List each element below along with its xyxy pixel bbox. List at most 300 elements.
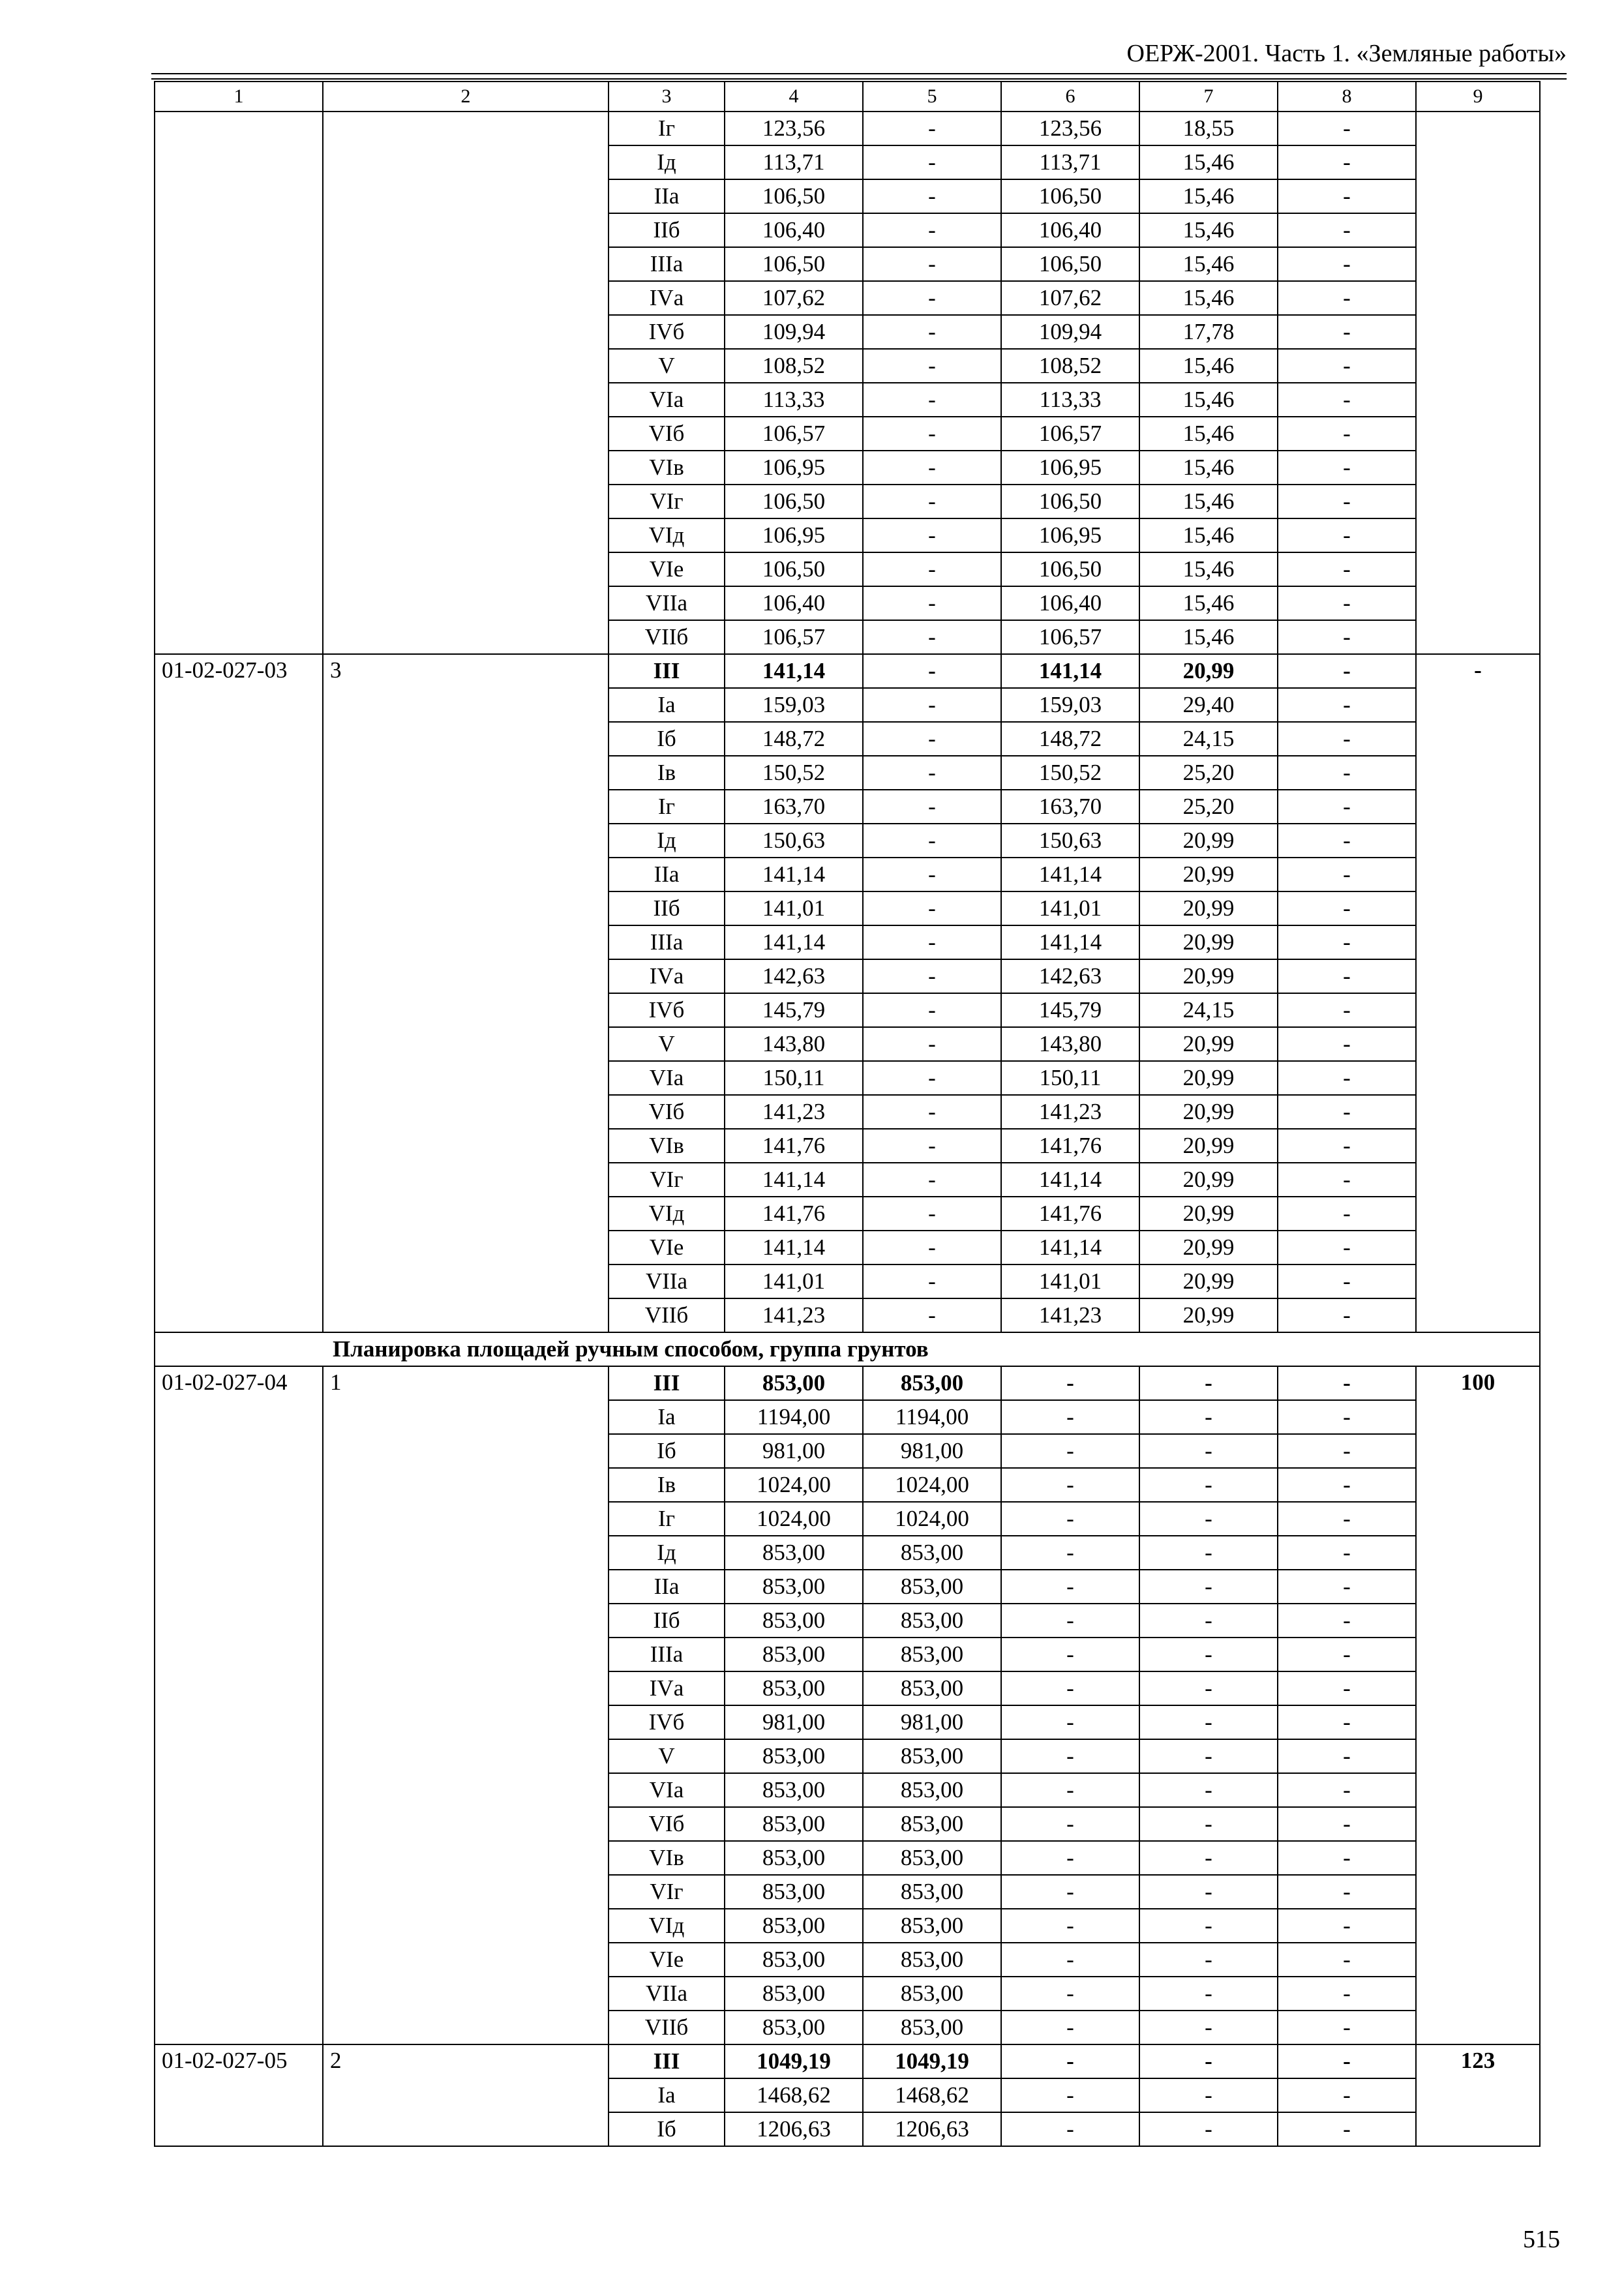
value-cell: 106,95 — [725, 518, 863, 552]
value-cell: 853,00 — [725, 1943, 863, 1977]
value-cell: VIа — [609, 383, 725, 417]
value-cell: - — [1278, 1366, 1416, 1400]
value-cell: 20,99 — [1139, 824, 1278, 858]
value-cell: - — [863, 1231, 1001, 1264]
value-cell: - — [863, 756, 1001, 790]
column9-cell: 100 — [1416, 1366, 1540, 2044]
value-cell: 853,00 — [725, 1671, 863, 1705]
value-cell: - — [863, 1264, 1001, 1298]
value-cell: 853,00 — [725, 1875, 863, 1909]
value-cell: 15,46 — [1139, 213, 1278, 247]
value-cell: 106,50 — [725, 247, 863, 281]
value-cell: 143,80 — [1001, 1027, 1139, 1061]
value-cell: 106,50 — [1001, 247, 1139, 281]
value-cell: Iа — [609, 2078, 725, 2112]
value-cell: 15,46 — [1139, 247, 1278, 281]
value-cell: IVб — [609, 1705, 725, 1739]
value-cell: - — [863, 1298, 1001, 1332]
value-cell: - — [1278, 1298, 1416, 1332]
value-cell: - — [1278, 1841, 1416, 1875]
value-cell: - — [1278, 179, 1416, 213]
value-cell: - — [1278, 1671, 1416, 1705]
value-cell: - — [863, 179, 1001, 213]
value-cell: - — [1139, 1739, 1278, 1773]
value-cell: 106,40 — [1001, 586, 1139, 620]
value-cell: - — [863, 518, 1001, 552]
value-cell: 853,00 — [725, 2011, 863, 2044]
value-cell: 1206,63 — [725, 2112, 863, 2146]
value-cell: 15,46 — [1139, 518, 1278, 552]
value-cell: 853,00 — [725, 1807, 863, 1841]
value-cell: 15,46 — [1139, 586, 1278, 620]
value-cell: VIд — [609, 1197, 725, 1231]
value-cell: 853,00 — [863, 1841, 1001, 1875]
value-cell: 113,33 — [725, 383, 863, 417]
value-cell: - — [1001, 1604, 1139, 1638]
value-cell: - — [1278, 2044, 1416, 2078]
value-cell: 20,99 — [1139, 1129, 1278, 1163]
value-cell: Iб — [609, 722, 725, 756]
value-cell: 853,00 — [725, 1604, 863, 1638]
value-cell: 106,50 — [1001, 552, 1139, 586]
value-cell: - — [863, 959, 1001, 993]
value-cell: 1194,00 — [725, 1400, 863, 1434]
value-cell: 106,50 — [725, 485, 863, 518]
value-cell: 29,40 — [1139, 688, 1278, 722]
value-cell: - — [1278, 1875, 1416, 1909]
value-cell: - — [1278, 2112, 1416, 2146]
value-cell: - — [1001, 1841, 1139, 1875]
value-cell: 141,23 — [725, 1095, 863, 1129]
value-cell: 141,14 — [725, 925, 863, 959]
value-cell: IIIа — [609, 247, 725, 281]
value-cell: 148,72 — [1001, 722, 1139, 756]
value-cell: 141,14 — [1001, 925, 1139, 959]
value-cell: - — [1001, 1773, 1139, 1807]
value-cell: - — [863, 858, 1001, 891]
value-cell: 18,55 — [1139, 112, 1278, 145]
value-cell: IIIа — [609, 1638, 725, 1671]
value-cell: - — [1278, 722, 1416, 756]
value-cell: Iг — [609, 112, 725, 145]
value-cell: - — [1278, 1129, 1416, 1163]
value-cell: 113,71 — [725, 145, 863, 179]
table-row — [155, 112, 1540, 145]
value-cell: - — [863, 1163, 1001, 1197]
value-cell: - — [1278, 1502, 1416, 1536]
value-cell: 981,00 — [863, 1705, 1001, 1739]
value-cell: 853,00 — [863, 1943, 1001, 1977]
value-cell: 106,50 — [725, 552, 863, 586]
value-cell: 150,11 — [1001, 1061, 1139, 1095]
value-cell: 150,63 — [725, 824, 863, 858]
value-cell: - — [863, 688, 1001, 722]
value-cell: III — [609, 654, 725, 688]
value-cell: VIб — [609, 1807, 725, 1841]
value-cell: 1468,62 — [863, 2078, 1001, 2112]
value-cell: - — [1278, 1061, 1416, 1095]
value-cell: 15,46 — [1139, 383, 1278, 417]
value-cell: - — [1001, 1875, 1139, 1909]
value-cell: 150,11 — [725, 1061, 863, 1095]
value-cell: - — [863, 824, 1001, 858]
value-cell: Iб — [609, 2112, 725, 2146]
value-cell: - — [1278, 1536, 1416, 1570]
value-cell: Iв — [609, 756, 725, 790]
value-cell: IVа — [609, 281, 725, 315]
value-cell: 106,40 — [725, 586, 863, 620]
value-cell: VIг — [609, 1875, 725, 1909]
value-cell: 106,57 — [725, 417, 863, 451]
value-cell: 1024,00 — [725, 1502, 863, 1536]
value-cell: - — [1278, 1434, 1416, 1468]
header-rule — [151, 78, 1567, 80]
value-cell: V — [609, 1739, 725, 1773]
value-cell: 106,95 — [1001, 518, 1139, 552]
rates-table — [154, 81, 1541, 2147]
value-cell: 853,00 — [863, 1739, 1001, 1773]
value-cell: - — [863, 722, 1001, 756]
value-cell: - — [1001, 1502, 1139, 1536]
value-cell: - — [1278, 688, 1416, 722]
value-cell: - — [863, 620, 1001, 654]
value-cell: 853,00 — [725, 1977, 863, 2011]
value-cell: VIе — [609, 552, 725, 586]
value-cell: 150,63 — [1001, 824, 1139, 858]
value-cell: 141,76 — [1001, 1197, 1139, 1231]
value-cell: - — [1001, 2011, 1139, 2044]
column9-cell: - — [1416, 654, 1540, 1332]
value-cell: - — [1001, 1909, 1139, 1943]
value-cell: 853,00 — [725, 1366, 863, 1400]
column-number-cell: 5 — [863, 82, 1001, 112]
value-cell: 141,23 — [1001, 1298, 1139, 1332]
value-cell: 853,00 — [725, 1841, 863, 1875]
value-cell: 1468,62 — [725, 2078, 863, 2112]
value-cell: - — [863, 145, 1001, 179]
value-cell: - — [1139, 1468, 1278, 1502]
value-cell: III — [609, 1366, 725, 1400]
value-cell: - — [1278, 1197, 1416, 1231]
section-heading — [155, 1332, 1540, 1366]
item-number-cell — [323, 112, 609, 654]
page-header-title: ОЕРЖ-2001. Часть 1. «Земляные работы» — [1126, 40, 1567, 67]
value-cell: 24,15 — [1139, 993, 1278, 1027]
value-cell: 141,14 — [1001, 858, 1139, 891]
value-cell: - — [1278, 1705, 1416, 1739]
value-cell: 853,00 — [863, 1773, 1001, 1807]
value-cell: 106,95 — [1001, 451, 1139, 485]
item-code-cell: 01-02-027-03 — [155, 654, 323, 1332]
value-cell: - — [1139, 1977, 1278, 2011]
value-cell: - — [863, 383, 1001, 417]
value-cell: VIв — [609, 1129, 725, 1163]
value-cell: - — [1001, 1536, 1139, 1570]
value-cell: - — [863, 417, 1001, 451]
column9-cell: 123 — [1416, 2044, 1540, 2146]
page-number: 515 — [1523, 2226, 1560, 2253]
value-cell: - — [1278, 756, 1416, 790]
value-cell: 150,52 — [725, 756, 863, 790]
value-cell: - — [1278, 1807, 1416, 1841]
value-cell: VIа — [609, 1773, 725, 1807]
value-cell: - — [1139, 1434, 1278, 1468]
value-cell: - — [1139, 1773, 1278, 1807]
value-cell: - — [1278, 1095, 1416, 1129]
column-number-cell: 3 — [609, 82, 725, 112]
value-cell: 15,46 — [1139, 349, 1278, 383]
value-cell: 143,80 — [725, 1027, 863, 1061]
value-cell: VIг — [609, 485, 725, 518]
value-cell: - — [1278, 247, 1416, 281]
value-cell: VIе — [609, 1943, 725, 1977]
value-cell: IVб — [609, 993, 725, 1027]
value-cell: 15,46 — [1139, 179, 1278, 213]
value-cell: 141,01 — [725, 891, 863, 925]
column-number-cell: 6 — [1001, 82, 1139, 112]
value-cell: - — [1139, 1400, 1278, 1434]
value-cell: 981,00 — [725, 1705, 863, 1739]
value-cell: - — [1139, 1943, 1278, 1977]
value-cell: - — [1139, 1705, 1278, 1739]
value-cell: 159,03 — [725, 688, 863, 722]
value-cell: 109,94 — [1001, 315, 1139, 349]
value-cell: - — [863, 993, 1001, 1027]
value-cell: 853,00 — [863, 1977, 1001, 2011]
value-cell: 20,99 — [1139, 959, 1278, 993]
value-cell: - — [1278, 213, 1416, 247]
value-cell: 106,40 — [725, 213, 863, 247]
value-cell: - — [1278, 281, 1416, 315]
value-cell: - — [1278, 1604, 1416, 1638]
value-cell: - — [1001, 1705, 1139, 1739]
value-cell: 853,00 — [863, 1638, 1001, 1671]
value-cell: - — [1278, 959, 1416, 993]
value-cell: 853,00 — [725, 1570, 863, 1604]
value-cell: 20,99 — [1139, 1231, 1278, 1264]
value-cell: VIг — [609, 1163, 725, 1197]
value-cell: VIIа — [609, 586, 725, 620]
value-cell: - — [1001, 1468, 1139, 1502]
section-row — [155, 1332, 1540, 1366]
table-row — [155, 654, 1540, 688]
value-cell: VIд — [609, 1909, 725, 1943]
value-cell: VIIб — [609, 2011, 725, 2044]
value-cell: - — [1278, 315, 1416, 349]
value-cell: III — [609, 2044, 725, 2078]
value-cell: 148,72 — [725, 722, 863, 756]
value-cell: 106,57 — [1001, 620, 1139, 654]
value-cell: - — [1139, 1807, 1278, 1841]
value-cell: 141,01 — [725, 1264, 863, 1298]
value-cell: 109,94 — [725, 315, 863, 349]
value-cell: 108,52 — [1001, 349, 1139, 383]
value-cell: - — [1278, 145, 1416, 179]
value-cell: 145,79 — [725, 993, 863, 1027]
value-cell: 1206,63 — [863, 2112, 1001, 2146]
value-cell: IVа — [609, 959, 725, 993]
item-number-cell: 2 — [323, 2044, 609, 2146]
value-cell: 853,00 — [863, 1807, 1001, 1841]
value-cell: 20,99 — [1139, 858, 1278, 891]
value-cell: 853,00 — [863, 1604, 1001, 1638]
value-cell: - — [1001, 1366, 1139, 1400]
value-cell: - — [1001, 2112, 1139, 2146]
value-cell: VIб — [609, 417, 725, 451]
value-cell: 853,00 — [863, 1366, 1001, 1400]
value-cell: - — [1278, 2078, 1416, 2112]
value-cell: - — [1001, 1638, 1139, 1671]
value-cell: 853,00 — [863, 1875, 1001, 1909]
value-cell: 142,63 — [1001, 959, 1139, 993]
value-cell: 15,46 — [1139, 145, 1278, 179]
value-cell: 853,00 — [863, 2011, 1001, 2044]
value-cell: - — [1001, 1671, 1139, 1705]
value-cell: 145,79 — [1001, 993, 1139, 1027]
value-cell: 163,70 — [725, 790, 863, 824]
value-cell: - — [1278, 1773, 1416, 1807]
column-number-cell: 4 — [725, 82, 863, 112]
value-cell: - — [1139, 1875, 1278, 1909]
value-cell: 25,20 — [1139, 790, 1278, 824]
value-cell: 150,52 — [1001, 756, 1139, 790]
value-cell: 853,00 — [725, 1536, 863, 1570]
value-cell: 141,14 — [1001, 1231, 1139, 1264]
value-cell: - — [1278, 1264, 1416, 1298]
value-cell: 15,46 — [1139, 552, 1278, 586]
value-cell: 106,50 — [1001, 179, 1139, 213]
value-cell: 141,14 — [1001, 1163, 1139, 1197]
value-cell: 107,62 — [1001, 281, 1139, 315]
value-cell: - — [1139, 1502, 1278, 1536]
value-cell: - — [1139, 1536, 1278, 1570]
value-cell: - — [863, 281, 1001, 315]
value-cell: 141,01 — [1001, 1264, 1139, 1298]
value-cell: - — [1001, 1739, 1139, 1773]
value-cell: - — [1278, 586, 1416, 620]
value-cell: 123,56 — [1001, 112, 1139, 145]
value-cell: - — [1139, 2011, 1278, 2044]
value-cell: 142,63 — [725, 959, 863, 993]
column-number-cell: 2 — [323, 82, 609, 112]
value-cell: 141,14 — [725, 654, 863, 688]
value-cell: VIIа — [609, 1977, 725, 2011]
value-cell: 17,78 — [1139, 315, 1278, 349]
value-cell: - — [1278, 2011, 1416, 2044]
value-cell: - — [1001, 1400, 1139, 1434]
value-cell: - — [1001, 1434, 1139, 1468]
value-cell: Iб — [609, 1434, 725, 1468]
table-body — [155, 82, 1540, 2146]
value-cell: 106,95 — [725, 451, 863, 485]
value-cell: - — [863, 790, 1001, 824]
value-cell: 1049,19 — [863, 2044, 1001, 2078]
value-cell: - — [1139, 2112, 1278, 2146]
value-cell: - — [1139, 1638, 1278, 1671]
value-cell: VIв — [609, 451, 725, 485]
value-cell: Iд — [609, 824, 725, 858]
value-cell: 20,99 — [1139, 1197, 1278, 1231]
value-cell: 141,14 — [725, 858, 863, 891]
value-cell: - — [863, 925, 1001, 959]
value-cell: - — [1278, 858, 1416, 891]
value-cell: - — [1139, 1366, 1278, 1400]
value-cell: - — [1139, 2044, 1278, 2078]
value-cell: - — [863, 586, 1001, 620]
value-cell: 20,99 — [1139, 1095, 1278, 1129]
value-cell: 106,50 — [725, 179, 863, 213]
value-cell: 141,23 — [725, 1298, 863, 1332]
value-cell: IIа — [609, 179, 725, 213]
value-cell: - — [1278, 891, 1416, 925]
value-cell: 15,46 — [1139, 485, 1278, 518]
value-cell: 15,46 — [1139, 451, 1278, 485]
value-cell: 141,76 — [725, 1129, 863, 1163]
value-cell: 113,33 — [1001, 383, 1139, 417]
section-heading-text: Планировка площадей ручным способом, группа грунтов — [333, 1336, 929, 1362]
value-cell: - — [1278, 451, 1416, 485]
value-cell: VIб — [609, 1095, 725, 1129]
value-cell: 163,70 — [1001, 790, 1139, 824]
value-cell: - — [1278, 552, 1416, 586]
value-cell: 1049,19 — [725, 2044, 863, 2078]
value-cell: 853,00 — [863, 1909, 1001, 1943]
value-cell: - — [1278, 518, 1416, 552]
value-cell: IIа — [609, 1570, 725, 1604]
value-cell: IIIа — [609, 925, 725, 959]
value-cell: - — [1001, 1943, 1139, 1977]
value-cell: VIе — [609, 1231, 725, 1264]
value-cell: - — [1278, 824, 1416, 858]
value-cell: - — [863, 1027, 1001, 1061]
value-cell: 20,99 — [1139, 1298, 1278, 1332]
value-cell: - — [1139, 1841, 1278, 1875]
item-code-cell: 01-02-027-05 — [155, 2044, 323, 2146]
value-cell: 15,46 — [1139, 281, 1278, 315]
column9-cell — [1416, 112, 1540, 654]
value-cell: - — [1139, 1604, 1278, 1638]
value-cell: 106,40 — [1001, 213, 1139, 247]
value-cell: - — [1278, 1638, 1416, 1671]
value-cell: 15,46 — [1139, 620, 1278, 654]
value-cell: - — [1278, 1943, 1416, 1977]
value-cell: 1024,00 — [725, 1468, 863, 1502]
value-cell: 141,76 — [1001, 1129, 1139, 1163]
value-cell: - — [863, 1129, 1001, 1163]
value-cell: Iв — [609, 1468, 725, 1502]
value-cell: - — [1001, 1977, 1139, 2011]
value-cell: 853,00 — [863, 1671, 1001, 1705]
value-cell: - — [863, 213, 1001, 247]
value-cell: Iд — [609, 145, 725, 179]
value-cell: - — [1278, 654, 1416, 688]
value-cell: - — [863, 451, 1001, 485]
value-cell: - — [863, 654, 1001, 688]
value-cell: IVа — [609, 1671, 725, 1705]
value-cell: IIб — [609, 891, 725, 925]
value-cell: 106,57 — [725, 620, 863, 654]
value-cell: 853,00 — [725, 1739, 863, 1773]
value-cell: - — [1001, 2078, 1139, 2112]
value-cell: - — [1278, 112, 1416, 145]
table-row — [155, 1366, 1540, 1400]
column-number-cell: 8 — [1278, 82, 1416, 112]
value-cell: 20,99 — [1139, 1163, 1278, 1197]
value-cell: - — [1278, 790, 1416, 824]
value-cell: - — [863, 315, 1001, 349]
value-cell: - — [863, 552, 1001, 586]
value-cell: - — [1278, 349, 1416, 383]
